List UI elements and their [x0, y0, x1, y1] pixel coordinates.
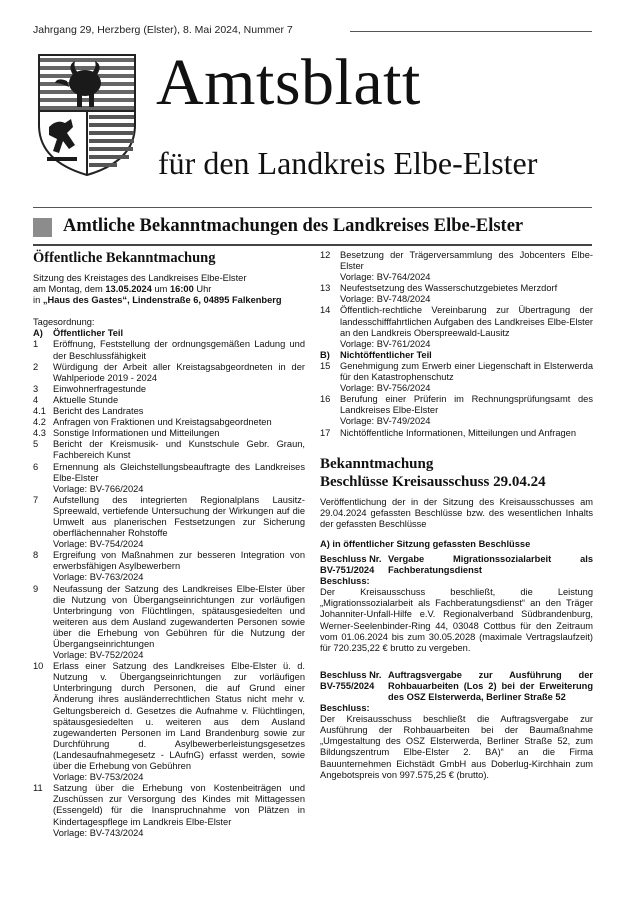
agenda-part-heading [320, 350, 593, 361]
section-rule [33, 244, 592, 246]
agenda-item [33, 550, 305, 583]
resolution-number-label: Beschluss Nr. [320, 669, 382, 680]
agenda-item-number: 13 [320, 283, 331, 294]
agenda-item-vorlage: Vorlage: BV-754/2024 [53, 539, 144, 550]
agenda-item-text: Besetzung der Trägerversammlung des Jobcenters Elbe-Elster [340, 250, 593, 272]
resolutions-subheading: Beschlüsse Kreisausschuss 29.04.24 [320, 473, 546, 490]
agenda-item-text: Ergreifung von Maßnahmen zur besseren Integration von erwerbsfähigen Asylbewerbern [53, 550, 305, 572]
agenda-item-number: A) [33, 328, 43, 339]
notice-line: Sitzung des Kreistages des Landkreises Elbe-Elster [33, 273, 247, 283]
agenda-item-vorlage: Vorlage: BV-753/2024 [53, 772, 144, 783]
agenda-item-number: 6 [33, 461, 39, 472]
resolution-number-label: Beschluss Nr. [320, 553, 382, 564]
agenda-item [320, 394, 593, 427]
agenda-item-text: Neufassung der Satzung des Landkreises Elbe-Elster über die Nutzung von Übergangseinrichtungen zur vorläufigen Unterbringung von Flüchtlingen, spätausgesiedelten und weiteren aus dem Ausland zugewanderten Personen sowie über die Erhebung von Gebühren für die Nutzung der Übergangseinrichtungen [53, 583, 305, 649]
agenda-item-vorlage: Vorlage: BV-764/2024 [340, 272, 431, 283]
agenda-item-text: Anfragen von Fraktionen und Kreistagsabgeordneten [53, 417, 272, 428]
notice-date-line [33, 284, 305, 295]
agenda-item-vorlage: Vorlage: BV-766/2024 [53, 483, 144, 494]
agenda-item [33, 661, 305, 783]
agenda-item-number: 4.3 [33, 428, 46, 439]
agenda-item [33, 439, 305, 461]
agenda-item [320, 250, 593, 283]
resolutions-section-label: A) in öffentlicher Sitzung gefassten Beschlüsse [320, 538, 531, 549]
agenda-item-text: Eröffnung, Feststellung der ordnungsgemäßen Ladung und der Beschlussfähigkeit [53, 339, 305, 361]
agenda-item [320, 361, 593, 394]
resolution-number [320, 670, 388, 703]
agenda-item [33, 428, 305, 439]
agenda-item-vorlage: Vorlage: BV-749/2024 [340, 416, 431, 427]
agenda-item-number: 12 [320, 250, 331, 260]
date-prefix: am Montag, dem [33, 284, 103, 295]
agenda-item-text: Aktuelle Stunde [53, 394, 119, 405]
resolutions-block [320, 455, 593, 781]
agenda-item-text: Genehmigung zum Erwerb einer Liegenschaft in Elsterwerda für den Katastrophenschutz [340, 360, 593, 383]
agenda-item-number: 16 [320, 394, 331, 405]
agenda-item-text: Erlass einer Satzung des Landkreises Elbe-Elster ü. d. Nutzung v. Übergangseinrichtungen zur vorläufigen Unterbringung durch Personen, die auf Grund einer Änderung ihres ausländerrechtlichen Status nicht mehr v. Geltungsbereich d. Gesetzes die Aufnahme v. Flüchtlingen, spätausgesiedelten u. weiteren aus dem Ausland zugewanderten Personen im Land Brandenburg sowie zur Durchführung d. Asylbewerberleistungsgesetzes (Landesaufnahmegesetz - LAufnG) erfasst werden, sowie über die Erhebung von Gebühren [53, 661, 305, 772]
agenda-item [320, 428, 593, 439]
resolution-number-value: BV-755/2024 [320, 680, 375, 691]
agenda-item [320, 305, 593, 349]
agenda-item-vorlage: Vorlage: BV-752/2024 [53, 650, 144, 661]
agenda-item [33, 417, 305, 428]
resolution-body-label: Beschluss: [320, 703, 370, 714]
agenda-item-number: 14 [320, 305, 331, 316]
agenda-list [33, 328, 305, 838]
header-rule [33, 207, 592, 208]
agenda-label: Tagesordnung: [33, 317, 95, 328]
agenda-item [33, 406, 305, 417]
agenda-item-text: Würdigung der Arbeit aller Kreistagsabgeordneten in der Wahlperiode 2019 - 2024 [53, 361, 305, 383]
page-subtitle: für den Landkreis Elbe-Elster [158, 145, 538, 181]
agenda-item-number: 9 [33, 583, 39, 594]
agenda-item-number: 4 [33, 394, 39, 405]
agenda-list-continued [320, 250, 593, 439]
agenda-item-number: 4.2 [33, 417, 46, 428]
agenda-item-text: Ernennung als Gleichstellungsbeauftragte des Landkreises Elbe-Elster [53, 461, 305, 483]
place-prefix: in [33, 295, 41, 306]
meeting-place: „Haus des Gastes“, Lindenstraße 6, 04895 Falkenberg [42, 295, 282, 306]
agenda-item-number: 3 [33, 383, 39, 394]
agenda-item [33, 362, 305, 384]
agenda-item [33, 462, 305, 495]
agenda-item-number: 17 [320, 427, 331, 438]
time-prefix: um [154, 284, 168, 295]
resolution-title: Vergabe Migrationssozialarbeit als Fachberatungsdienst [388, 553, 593, 576]
agenda-item-text: Neufestsetzung des Wasserschutzgebietes Merzdorf [340, 283, 558, 294]
resolution-title: Auftragsvergabe zur Ausführung der Rohbauarbeiten (Los 2) bei der Erweiterung des OSZ Elsterwerda, Berliner Straße 52 [388, 669, 593, 702]
section-title: Amtliche Bekanntmachungen des Landkreises Elbe-Elster [63, 216, 524, 236]
agenda-item-number: 7 [33, 494, 39, 505]
agenda-item [33, 783, 305, 838]
resolution-item [320, 670, 593, 781]
agenda-item-number: 11 [33, 783, 43, 794]
agenda-item-number: 4.1 [33, 406, 46, 417]
agenda-item-vorlage: Vorlage: BV-763/2024 [53, 572, 144, 583]
resolutions-heading: Bekanntmachung [320, 455, 434, 472]
right-column [320, 250, 593, 781]
left-column [33, 250, 305, 839]
agenda-part-heading [33, 328, 305, 339]
resolution-item [320, 554, 593, 654]
agenda-item [33, 339, 305, 361]
agenda-item-text: Öffentlicher Teil [53, 328, 124, 339]
resolution-header [320, 670, 593, 703]
resolution-number [320, 554, 388, 576]
notice-heading: Öffentliche Bekanntmachung [33, 250, 216, 266]
agenda-item [33, 495, 305, 550]
time-suffix: Uhr [196, 284, 212, 295]
agenda-item-vorlage: Vorlage: BV-756/2024 [340, 383, 431, 394]
agenda-item-text: Einwohnerfragestunde [53, 383, 147, 394]
top-rule [350, 31, 592, 32]
agenda-item-text: Bericht des Landrates [53, 406, 144, 417]
meeting-date: 13.05.2024 [105, 284, 152, 295]
agenda-item [33, 584, 305, 662]
agenda-item [33, 384, 305, 395]
meeting-time: 16:00 [170, 284, 194, 295]
agenda-item-text: Satzung über die Erhebung von Kostenbeiträgen und Zuschüssen zur Versorgung des Kindes mit Mittagessen (Essengeld) für die Inanspruchnahme von Plätzen in Kindertagespflege im Landkreis Elbe-Elster [53, 783, 305, 827]
agenda-item [320, 283, 593, 305]
agenda-item-number: 2 [33, 361, 39, 372]
resolution-body-label: Beschluss: [320, 576, 370, 587]
agenda-item-vorlage: Vorlage: BV-761/2024 [340, 338, 431, 349]
agenda-item-number: 10 [33, 661, 44, 672]
resolution-body: Der Kreisausschuss beschließt die Auftragsvergabe zur Ausführung der Rohbauarbeiten bei der Baumaßnahme „Umgestaltung des OSZ Elsterwerda, Berliner Straße 52, zum Bildungszentrum Elbe-Elster 2. BA)“ an die Firma Bauunternehmen Eichstädt GmbH aus Doberlug-Kirchhain zum Angebotspreis von 997.575,25 € (brutto). [320, 714, 593, 780]
agenda-item-number: B) [320, 349, 330, 360]
agenda-item-text: Nichtöffentlicher Teil [340, 349, 432, 360]
page-title: Amtsblatt [156, 46, 421, 119]
agenda-item-vorlage: Vorlage: BV-748/2024 [340, 294, 431, 305]
resolution-body: Der Kreisausschuss beschließt, die Leistung „Migrationssozialarbeit als Fachberatungsdienst“ an den Träger Johanniter-Unfall-Hilfe e.V. Regionalverband Südbrandenburg, Werner-Seelenbinder-Ring 44, 03048 Cottbus für den Zeitraum vom 01.06.2024 bis zum 30.05.2028 (maximale Vertragslaufzeit) für 720.235,22 € brutto zu vergeben. [320, 587, 593, 653]
agenda-item-text: Bericht der Kreismusik- und Kunstschule Gebr. Graun, Fachbereich Kunst [53, 439, 305, 461]
agenda-item-number: 15 [320, 360, 331, 371]
resolution-number-value: BV-751/2024 [320, 565, 375, 576]
agenda-item-text: Sonstige Informationen und Mitteilungen [53, 428, 220, 439]
agenda-item-vorlage: Vorlage: BV-743/2024 [53, 827, 144, 838]
section-marker [33, 218, 52, 237]
notice-place-line [33, 295, 305, 306]
resolutions-intro: Veröffentlichung der in der Sitzung des Kreisausschusses am 29.04.2024 gefassten Beschlüsse bzw. des wesentlichen Inhalts der gefassten Beschlüsse [320, 496, 593, 529]
issue-line: Jahrgang 29, Herzberg (Elster), 8. Mai 2024, Nummer 7 [33, 24, 293, 36]
coat-of-arms-icon [37, 53, 137, 177]
agenda-item-number: 8 [33, 550, 39, 561]
agenda-item-text: Aufstellung des integrierten Regionalplans Lausitz-Spreewald, vertiefende Untersuchung der Wirkungen auf die Umwelt aus planerischen Festsetzungen zur Sicherung oberflächennaher Rohstoffe [53, 494, 305, 539]
agenda-item [33, 395, 305, 406]
agenda-item-number: 5 [33, 439, 39, 450]
agenda-item-text: Nichtöffentliche Informationen, Mitteilungen und Anfragen [340, 427, 577, 438]
agenda-item-text: Öffentlich-rechtliche Vereinbarung zur Übertragung der landesschifffahrtlichen Aufgaben des Landkreises Elbe-Elster an den Landkreis Oberspreewald-Lausitz [340, 305, 593, 338]
agenda-item-number: 1 [33, 339, 39, 350]
agenda-item-text: Berufung einer Prüferin im Rechnungsprüfungsamt des Landkreises Elbe-Elster [340, 394, 593, 416]
resolution-header [320, 554, 593, 576]
